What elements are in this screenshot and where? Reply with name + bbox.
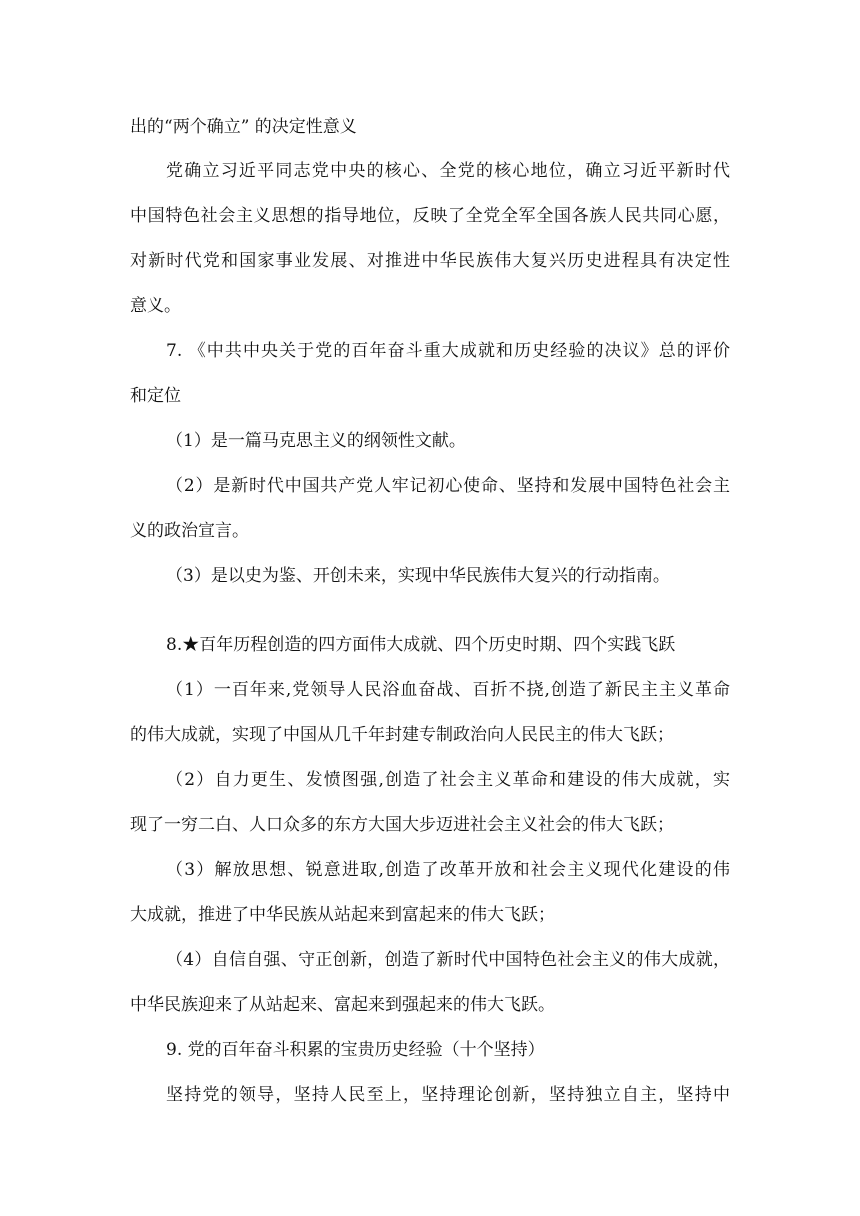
paragraph-line: 中国特色社会主义思想的指导地位，反映了全党全军全国各族人民共同心愿， (130, 206, 730, 226)
section-heading-7: 7. 《中共中央关于党的百年奋斗重大成就和历史经验的决议》总的评价 (166, 341, 730, 361)
heading-fragment: 出的“两个确立” 的决定性意义 (130, 117, 357, 137)
list-item: （1）是一篇马克思主义的纲领性文献。 (166, 431, 466, 451)
section-heading-8: 8.★百年历程创造的四方面伟大成就、四个历史时期、四个实践飞跃 (166, 635, 676, 655)
list-item: （4）自信自强、守正创新，创造了新时代中国特色社会主义的伟大成就， (166, 950, 730, 970)
list-item: （3）解放思想、锐意进取,创造了改革开放和社会主义现代化建设的伟 (166, 860, 730, 880)
paragraph-line: 党确立习近平同志党中央的核心、全党的核心地位，确立习近平新时代 (166, 161, 730, 181)
list-item-cont: 大成就，推进了中华民族从站起来到富起来的伟大飞跃； (130, 905, 555, 925)
list-item: （1）一百年来,党领导人民浴血奋战、百折不挠,创造了新民主主义革命 (166, 680, 730, 700)
list-item-cont: 的伟大成就，实现了中国从几千年封建专制政治向人民民主的伟大飞跃； (130, 725, 674, 745)
paragraph-line: 对新时代党和国家事业发展、对推进中华民族伟大复兴历史进程具有决定性 (130, 251, 730, 271)
list-item-cont: 义的政治宣言。 (130, 521, 249, 541)
section-heading-9: 9. 党的百年奋斗积累的宝贵历史经验（十个坚持） (166, 1040, 545, 1060)
paragraph-line: 意义。 (130, 296, 181, 316)
list-item: （2）自力更生、发愤图强,创造了社会主义革命和建设的伟大成就，实 (166, 770, 730, 790)
section-heading-7-cont: 和定位 (130, 386, 181, 406)
list-item: （3）是以史为鉴、开创未来，实现中华民族伟大复兴的行动指南。 (166, 566, 670, 586)
list-item-cont: 现了一穷二白、人口众多的东方大国大步迈进社会主义社会的伟大飞跃； (130, 815, 674, 835)
paragraph-line: 坚持党的领导，坚持人民至上，坚持理论创新，坚持独立自主，坚持中 (166, 1085, 730, 1105)
list-item-cont: 中华民族迎来了从站起来、富起来到强起来的伟大飞跃。 (130, 995, 555, 1015)
list-item: （2）是新时代中国共产党人牢记初心使命、坚持和发展中国特色社会主 (166, 476, 730, 496)
